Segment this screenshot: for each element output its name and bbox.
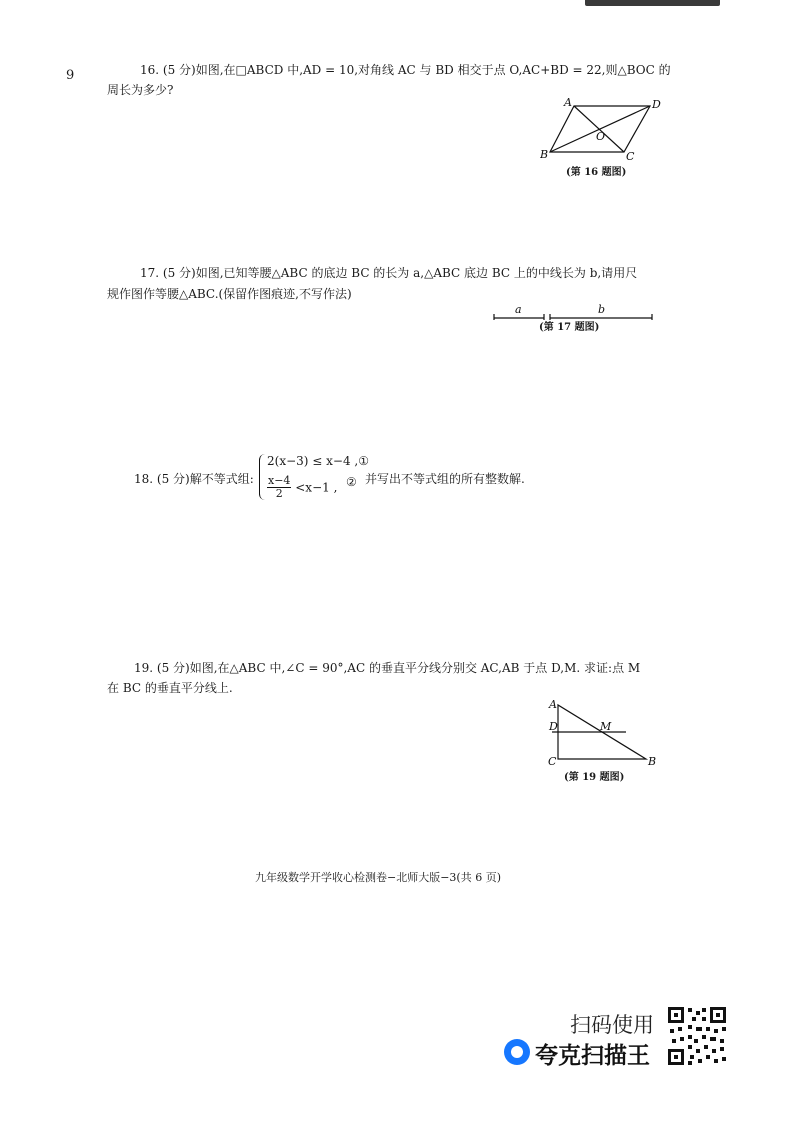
q19-line1: 19. (5 分)如图,在△ABC 中,∠C = 90°,AC 的垂直平分线分别交 AC,AB 于点 D,M. 求证:点 M [134,661,641,675]
label-a: A [564,96,572,109]
q16-line2: 周长为多少? [107,83,174,97]
system-brace [259,454,266,500]
page-mark: 9 [66,68,75,83]
q18-inequality-1: 2(x−3) ≤ x−4 ,① [267,454,369,468]
fraction-denominator: 2 [275,487,283,500]
label-m: M [600,720,612,733]
q17-caption: (第 17 题图) [539,322,600,333]
q18-prefix: 18. (5 分)解不等式组: [134,472,254,486]
fraction-numerator: x−4 [268,474,291,487]
q16-caption: (第 16 题图) [566,167,627,178]
label-b: B [648,755,657,768]
label-b: B [540,148,549,161]
label-c: C [548,755,557,768]
label-c: C [626,150,635,163]
diagonal-bd [550,106,650,152]
q16-parallelogram-figure [540,94,670,174]
page-footer: 九年级数学开学收心检测卷−北师大版−3(共 6 页) [255,871,502,884]
label-d: D [549,720,558,733]
qr-code-icon [666,1005,728,1067]
scan-to-use-label: 扫码使用 [570,1013,654,1037]
top-edge-mark [585,0,720,6]
q18-inequality-2 [267,475,337,500]
label-o: O [596,130,606,143]
fraction [267,475,291,500]
segment-a-label: a [515,303,522,316]
q19-line2: 在 BC 的垂直平分线上. [107,681,233,695]
label-d: D [652,98,661,111]
segment-b-label: b [598,303,606,316]
q19-triangle-figure [540,695,660,770]
q16-line1: 16. (5 分)如图,在□ABCD 中,AD = 10,对角线 AC 与 BD 相交于点 O,AC+BD = 22,则△BOC 的 [140,63,671,77]
label-a: A [549,698,557,711]
q17-line2: 规作图作等腰△ABC.(保留作图痕迹,不写作法) [107,287,352,301]
inequality-2-rest: <x−1 , [295,480,338,495]
q18-mark-2: ② [346,475,357,489]
quark-logo-icon [504,1039,530,1065]
q19-caption: (第 19 题图) [564,772,625,783]
q18-suffix: 并写出不等式组的所有整数解. [365,472,525,486]
q17-line1: 17. (5 分)如图,已知等腰△ABC 的底边 BC 的长为 a,△ABC 底边 BC 上的中线长为 b,请用尺 [140,266,638,280]
brand-name: 夸克扫描王 [535,1043,650,1069]
